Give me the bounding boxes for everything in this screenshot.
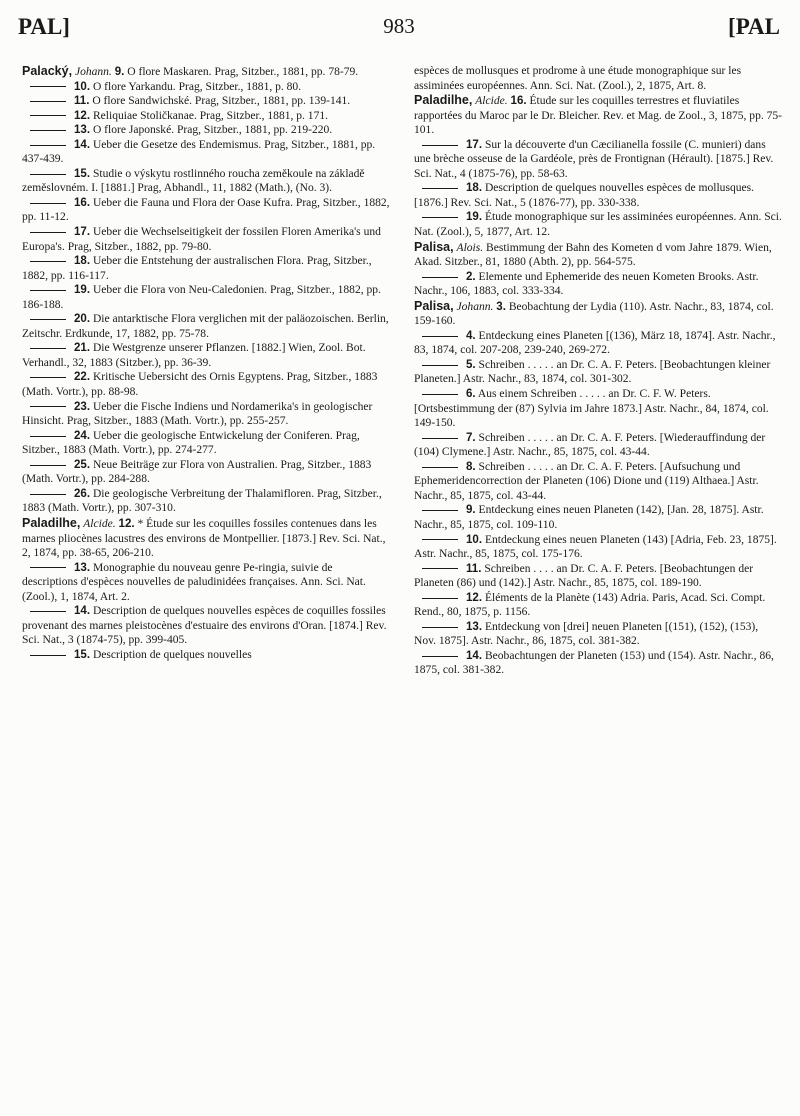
- author-given-name: Alcide.: [83, 517, 116, 530]
- entry-text: O flore Maskaren. Prag, Sitzber., 1881, pp. 78-79.: [127, 66, 359, 78]
- entry-number: 19.: [466, 211, 483, 224]
- bibliography-entry: [414, 93, 782, 138]
- entry-text: Entdeckung eines neuen Planeten (142), [Jan. 28, 1875]. Astr. Nachr., 85, 1875, col. 109-110.: [414, 504, 764, 531]
- bibliography-entry: [22, 648, 390, 663]
- entry-text: Ueber die Fauna und Flora der Oase Kufra. Prag, Sitzber., 1882, pp. 11-12.: [22, 196, 390, 224]
- entry-text: Bestimmung der Bahn des Kometen d vom Jahre 1879. Wien, Akad. Sitzber., 81, 1880 (Abth. 2), pp. 564-575.: [414, 241, 772, 269]
- entry-number: 15.: [74, 648, 91, 661]
- entry-number: 16.: [74, 196, 91, 209]
- same-author-dash: [422, 336, 458, 337]
- bibliography-entry: [414, 240, 782, 270]
- bibliography-entry: [22, 429, 390, 458]
- bibliography-entry: [414, 387, 782, 431]
- bibliography-entry: [22, 312, 390, 341]
- entry-number: 12.: [74, 109, 91, 122]
- entry-number: 18.: [466, 182, 483, 195]
- entry-number: 5.: [466, 358, 476, 371]
- bibliography-entry: [414, 533, 782, 562]
- page-number: 983: [383, 14, 415, 38]
- entry-text: Ueber die Fische Indiens und Nordamerika's in geologischer Hinsicht. Prag, Sitzber., 1883 (Math. Vortr.), pp. 255-257.: [22, 400, 373, 428]
- same-author-dash: [30, 145, 66, 146]
- entry-number: 10.: [74, 80, 91, 93]
- same-author-dash: [30, 465, 66, 466]
- entry-number: 14.: [74, 138, 91, 151]
- entry-text: Ueber die Entstehung der australischen Flora. Prag, Sitzber., 1882, pp. 116-117.: [22, 255, 372, 282]
- entry-text: * Étude sur les coquilles fossiles contenues dans les marnes pliocènes lacustres des environs de Montpellier. [1873.] Rev. Sci. Nat., 2, 1874, pp. 38-65, 206-210.: [22, 517, 386, 560]
- bibliography-entry: [414, 591, 782, 620]
- bibliography-entry: [414, 358, 782, 387]
- author-given-name: Alois.: [456, 241, 484, 254]
- same-author-dash: [30, 130, 66, 131]
- page-header: [18, 14, 780, 48]
- entry-number: 14.: [74, 605, 91, 618]
- entry-number: 9.: [114, 66, 125, 78]
- bibliography-entry: [22, 167, 390, 196]
- entry-number: 2.: [466, 270, 476, 283]
- entry-text: Description de quelques nouvelles espèces de mollusques. [1876.] Rev. Sci. Nat., 5 (1876-77), pp. 330-338.: [414, 182, 754, 209]
- entry-number: 24.: [74, 429, 91, 442]
- same-author-dash: [30, 232, 66, 233]
- bibliography-entry: [414, 460, 782, 504]
- same-author-dash: [30, 174, 66, 175]
- author-given-name: Alcide.: [475, 95, 508, 108]
- entry-text: Description de quelques nouvelles: [92, 648, 252, 661]
- entry-text: Die geologische Verbreitung der Thalamifloren. Prag, Sitzber., 1883 (Math. Vortr.), pp. 307-310.: [22, 487, 382, 515]
- entry-text: Neue Beiträge zur Flora von Australien. Prag, Sitzber., 1883 (Math. Vortr.), pp. 284-288.: [22, 458, 372, 486]
- same-author-dash: [30, 290, 66, 291]
- same-author-dash: [30, 203, 66, 204]
- entry-text: Studie o výskytu rostlinného roucha zeměkoule na základě zeměslovném. I. [1881.] Prag, Abhandl., 11, 1882 (Math.), (No. 3).: [22, 167, 365, 195]
- bibliography-entry: [22, 487, 390, 516]
- entry-number: 4.: [466, 329, 476, 342]
- entry-number: 7.: [466, 431, 476, 444]
- entry-text: Die antarktische Flora verglichen mit der paläozoischen. Berlin, Zeitschr. Erdkunde, 17, 1882, pp. 75-78.: [22, 313, 389, 340]
- bibliography-entry: [22, 400, 390, 429]
- same-author-dash: [30, 377, 66, 378]
- entry-text: Schreiben . . . . . an Dr. C. A. F. Peters. [Beobachtungen kleiner Planeten.] Astr. Nachr., 83, 1874, col. 301-302.: [414, 358, 771, 386]
- bibliography-entry: [22, 196, 390, 225]
- entry-number: 14.: [466, 649, 483, 662]
- entry-number: 11.: [74, 95, 90, 108]
- bibliography-entry: [22, 516, 390, 561]
- entry-text: Schreiben . . . . . an Dr. C. A. F. Peters. [Wiederauffindung der (104) Clymene.] Astr. Nachr., 85, 1875, col. 43-44.: [414, 431, 766, 459]
- entry-text: Die Westgrenze unserer Pflanzen. [1882.] Wien, Zool. Bot. Verhandl., 32, 1883 (Sitzber.), pp. 36-39.: [22, 342, 366, 369]
- author-given-name: Johann.: [456, 300, 494, 313]
- bibliography-entry: [414, 138, 782, 182]
- bibliography-entry: [22, 80, 390, 95]
- entry-text: O flore Yarkandu. Prag, Sitzber., 1881, p. 80.: [92, 80, 302, 93]
- header-left: PAL]: [18, 14, 70, 39]
- same-author-dash: [30, 567, 66, 568]
- same-author-dash: [422, 656, 458, 657]
- bibliography-entry: [22, 64, 390, 80]
- same-author-dash: [30, 86, 66, 87]
- entry-text: Étude monographique sur les assiminées européennes. Ann. Sci. Nat. (Zool.), 5, 1877, Art. 12.: [414, 211, 782, 239]
- entry-text: Elemente und Ephemeride des neuen Kometen Brooks. Astr. Nachr., 106, 1883, col. 333-334.: [414, 270, 759, 298]
- same-author-dash: [30, 319, 66, 320]
- entry-text: Sur la découverte d'un Cæcilianella fossile (C. munieri) dans une brèche osseuse de la Gardéole, près de Frontignan (Hérault). [1875.] Rev. Sci. Nat., 4 (1875-76), pp. 58-63.: [414, 138, 774, 180]
- entry-number: 6.: [466, 388, 476, 401]
- same-author-dash: [422, 145, 458, 146]
- entry-number: 11.: [466, 562, 482, 575]
- header-right: [PAL: [728, 14, 780, 39]
- same-author-dash: [30, 436, 66, 437]
- author-given-name: Johann.: [74, 66, 112, 78]
- entry-text: Ueber die Flora von Neu-Caledonien. Prag, Sitzber., 1882, pp. 186-188.: [22, 284, 381, 311]
- entry-number: 18.: [74, 255, 91, 268]
- entry-number: 19.: [74, 284, 91, 297]
- bibliography-entry: [22, 458, 390, 487]
- same-author-dash: [422, 510, 458, 511]
- entry-number: 12.: [118, 517, 135, 530]
- same-author-dash: [30, 115, 66, 116]
- entry-number: 3.: [496, 300, 506, 313]
- entry-number: 12.: [466, 591, 483, 604]
- entry-text: Schreiben . . . . an Dr. C. A. F. Peters. [Beobachtungen der Planeten (86) und (142).] Astr. Nachr., 85, 1875, col. 189-190.: [414, 562, 754, 590]
- entry-text: Éléments de la Planète (143) Adria. Paris, Acad. Sci. Compt. Rend., 80, 1875, p. 1156.: [414, 591, 766, 619]
- entry-text: Ueber die geologische Entwickelung der Coniferen. Prag, Sitzber., 1883 (Math. Vortr.), pp. 274-277.: [22, 429, 360, 457]
- entry-number: 8.: [466, 460, 476, 473]
- same-author-dash: [422, 394, 458, 395]
- same-author-dash: [422, 188, 458, 189]
- author-surname: Palacký,: [22, 64, 73, 78]
- bibliography-entry: [22, 123, 390, 138]
- bibliography-entry: [414, 270, 782, 299]
- bibliography-entry: [22, 561, 390, 605]
- entry-number: 16.: [510, 95, 527, 108]
- bibliography-entry: [414, 562, 782, 591]
- bibliography-entry: [22, 341, 390, 370]
- entry-text: Entdeckung eines neuen Planeten (143) [Adria, Feb. 23, 1875]. Astr. Nachr., 85, 1875, col. 175-176.: [414, 533, 777, 561]
- entry-number: 21.: [74, 342, 91, 355]
- same-author-dash: [422, 277, 458, 278]
- bibliography-entry: [414, 431, 782, 460]
- bibliography-entry: [22, 283, 390, 312]
- author-surname: Paladilhe,: [414, 93, 473, 108]
- author-surname: Paladilhe,: [22, 515, 81, 530]
- right-column: [414, 64, 782, 678]
- entry-text: Kritische Uebersicht des Ornis Egyptens. Prag, Sitzber., 1883 (Math. Vortr.), pp. 88-98.: [22, 371, 378, 399]
- same-author-dash: [30, 406, 66, 407]
- same-author-dash: [422, 467, 458, 468]
- entry-text: Beobachtung der Lydia (110). Astr. Nachr., 83, 1874, col. 159-160.: [414, 300, 774, 328]
- entry-text: Monographie du nouveau genre Pe-ringia, suivie de descriptions d'espèces nouvelles de paludinidées françaises. Ann. Sci. Nat. (Zool.), 1, 1874, Art. 2.: [22, 561, 366, 603]
- entry-number: 22.: [74, 371, 91, 384]
- bibliography-entry: [22, 225, 390, 254]
- bibliography-entry: [414, 329, 782, 358]
- bibliography-entry: [22, 94, 390, 109]
- same-author-dash: [30, 101, 66, 102]
- bibliography-entry: [22, 109, 390, 124]
- left-column: [22, 64, 390, 662]
- same-author-dash: [422, 627, 458, 628]
- entry-text: Schreiben . . . . . an Dr. C. A. F. Peters. [Aufsuchung und Ephemeridencorrection der Planeten (106) Dione und (119) Althaea.] Astr. Nachr., 85, 1875, col. 43-44.: [414, 460, 759, 502]
- entry-number: 20.: [74, 313, 91, 326]
- bibliography-entry: [414, 649, 782, 678]
- entry-number: 15.: [74, 167, 91, 180]
- bibliography-entry: [414, 503, 782, 532]
- author-surname: Palisa,: [414, 239, 454, 254]
- same-author-dash: [30, 348, 66, 349]
- entry-number: 17.: [74, 226, 91, 239]
- entry-text: Ueber die Gesetze des Endemismus. Prag, Sitzber., 1881, pp. 437-439.: [22, 138, 376, 166]
- entry-text: Description de quelques nouvelles espèces de coquilles fossiles provenant des marnes pleistocènes d'estuaire des environs d'Oran. [1874.] Rev. Sci. Nat., 3 (1874-75), pp. 399-405.: [22, 605, 387, 647]
- entry-text: Étude sur les coquilles terrestres et fluviatiles rapportées du Maroc par le Dr. Bleicher. Rev. et Mag. de Zool., 3, 1875, pp. 75-101.: [414, 95, 783, 137]
- bibliography-entry: [22, 138, 390, 167]
- same-author-dash: [30, 655, 66, 656]
- bibliography-entry: [414, 299, 782, 329]
- same-author-dash: [422, 568, 458, 569]
- entry-text: Entdeckung eines Planeten [(136), März 18, 1874]. Astr. Nachr., 83, 1874, col. 207-208, 239-240, 269-272.: [414, 329, 776, 357]
- bibliography-entry: [414, 181, 782, 210]
- bibliography-entry: [414, 210, 782, 239]
- bibliography-entry: [22, 604, 390, 648]
- entry-text: Entdeckung von [drei] neuen Planeten [(151), (152), (153), Nov. 1875]. Astr. Nachr., 86, 1875, col. 381-382.: [414, 620, 759, 648]
- same-author-dash: [30, 261, 66, 262]
- bibliography-entry: [22, 254, 390, 283]
- entry-number: 9.: [466, 504, 476, 517]
- entry-text: Aus einem Schreiben . . . . . an Dr. C. F. W. Peters. [Ortsbestimmung der (87) Sylvia im Jahre 1873.] Astr. Nachr., 84, 1874, col. 149-150.: [414, 388, 769, 430]
- bibliography-entry: [22, 370, 390, 399]
- bibliography-entry: [414, 64, 782, 93]
- entry-text: Reliquiae Stoličkanae. Prag, Sitzber., 1881, p. 171.: [92, 109, 329, 122]
- entry-number: 13.: [466, 620, 483, 633]
- same-author-dash: [422, 598, 458, 599]
- entry-text: Beobachtungen der Planeten (153) und (154). Astr. Nachr., 86, 1875, col. 381-382.: [414, 649, 774, 677]
- entry-text: O flore Japonské. Prag, Sitzber., 1881, pp. 219-220.: [92, 124, 333, 137]
- same-author-dash: [422, 438, 458, 439]
- entry-number: 10.: [466, 533, 483, 546]
- entry-text: O flore Sandwichské. Prag, Sitzber., 1881, pp. 139-141.: [92, 95, 351, 108]
- entry-text: espèces de mollusques et prodrome à une étude monographique sur les assiminées européennes. Ann. Sci. Nat. (Zool.), 2, 1875, Art. 8.: [414, 65, 742, 92]
- same-author-dash: [30, 611, 66, 612]
- entry-number: 26.: [74, 487, 91, 500]
- author-surname: Palisa,: [414, 298, 454, 313]
- bibliography-entry: [414, 620, 782, 649]
- same-author-dash: [30, 494, 66, 495]
- entry-number: 17.: [466, 138, 483, 151]
- entry-number: 13.: [74, 124, 91, 137]
- same-author-dash: [422, 539, 458, 540]
- same-author-dash: [422, 365, 458, 366]
- entry-number: 13.: [74, 561, 91, 574]
- entry-text: Ueber die Wechselseitigkeit der fossilen Floren Amerika's und Europa's. Prag, Sitzber., 1882, pp. 79-80.: [22, 226, 381, 253]
- same-author-dash: [422, 217, 458, 218]
- entry-number: 23.: [74, 400, 91, 413]
- entry-number: 25.: [74, 458, 91, 471]
